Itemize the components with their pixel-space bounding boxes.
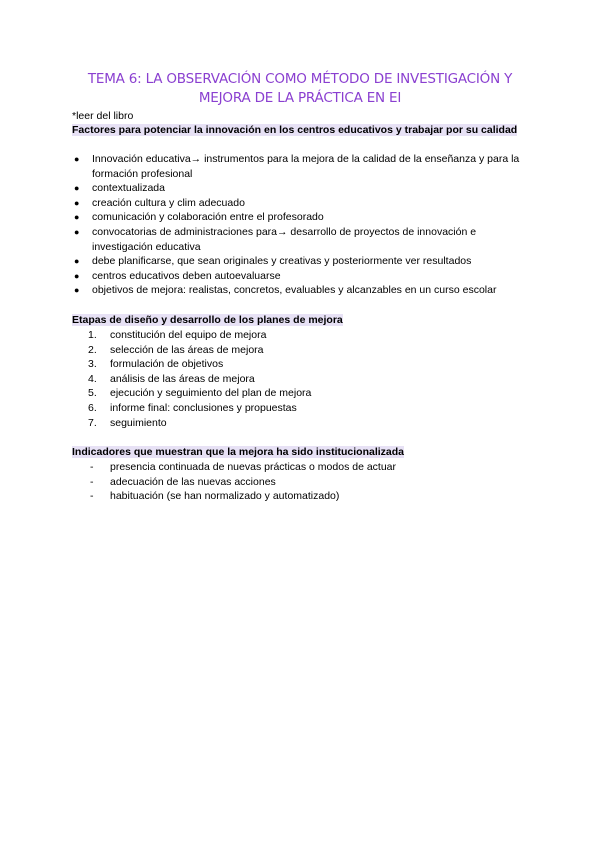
dash-icon: -: [90, 461, 94, 473]
dash-icon: -: [90, 475, 94, 488]
section-heading-etapas: [72, 314, 532, 327]
bullet-icon: ●: [74, 197, 80, 208]
list-item: - adecuación de las nuevas acciones: [90, 475, 276, 488]
list-item: 3. formulación de objetivos: [88, 358, 224, 371]
bullet-icon: ●: [74, 183, 80, 194]
dash-icon: -: [90, 490, 94, 503]
bullet-icon: ●: [74, 270, 80, 281]
list-item: ● comunicación y colaboración entre el profesorado: [74, 211, 324, 224]
list-item: ● creación cultura y clim adecuado: [74, 196, 245, 209]
bullet-icon: ●: [74, 154, 80, 164]
list-item: - habituación (se han normalizado y automatizado): [90, 490, 340, 503]
bullet-icon: ●: [74, 285, 80, 296]
reading-note: *leer del libro: [72, 110, 134, 122]
list-item: 6. informe final: conclusiones y propuestas: [88, 401, 297, 414]
list-item: - presencia continuada de nuevas prácticas o modos de actuar: [90, 461, 397, 473]
list-item: 2. selección de las áreas de mejora: [88, 343, 264, 356]
list-item: ● centros educativos deben autoevaluarse: [74, 269, 281, 282]
list-item: 7. seguimiento: [88, 416, 167, 429]
section-heading-factores: [72, 124, 532, 137]
list-item: ● contextualizada: [74, 182, 165, 195]
page-title: TEMA 6: LA OBSERVACIÓN COMO MÉTODO DE INVESTIGACIÓN Y MEJORA DE LA PRÁCTICA EN EI: [87, 71, 513, 106]
section-heading-indicadores: [72, 446, 532, 459]
list-item: 4. análisis de las áreas de mejora: [88, 372, 255, 385]
list-item: ● objetivos de mejora: realistas, concretos, evaluables y alcanzables en un curso escolar: [74, 284, 497, 297]
bullet-icon: ●: [74, 256, 80, 267]
heading-text: Etapas de diseño y desarrollo de los planes de mejora: [72, 314, 343, 326]
heading-text: Indicadores que muestran que la mejora ha sido institucionalizada: [72, 446, 404, 458]
bullet-icon: ●: [74, 212, 80, 223]
list-item: 1. constitución del equipo de mejora: [88, 329, 267, 341]
etapas-list: [88, 328, 311, 430]
factores-list: [72, 152, 532, 298]
indicadores-list: [88, 460, 396, 504]
list-item: ● convocatorias de administraciones para→ desarrollo de proyectos de innovación e investigación educativa: [74, 225, 477, 253]
bullet-icon: ●: [74, 226, 80, 237]
list-item: ● Innovación educativa→ instrumentos para la mejora de la calidad de la enseñanza y para la formación profesional: [74, 153, 520, 180]
list-item: 5. ejecución y seguimiento del plan de mejora: [88, 387, 312, 400]
heading-text: Factores para potenciar la innovación en los centros educativos y trabajar por su calidad: [72, 124, 518, 136]
list-item: ● debe planificarse, que sean originales y creativas y posteriormente ver resultados: [74, 255, 472, 268]
